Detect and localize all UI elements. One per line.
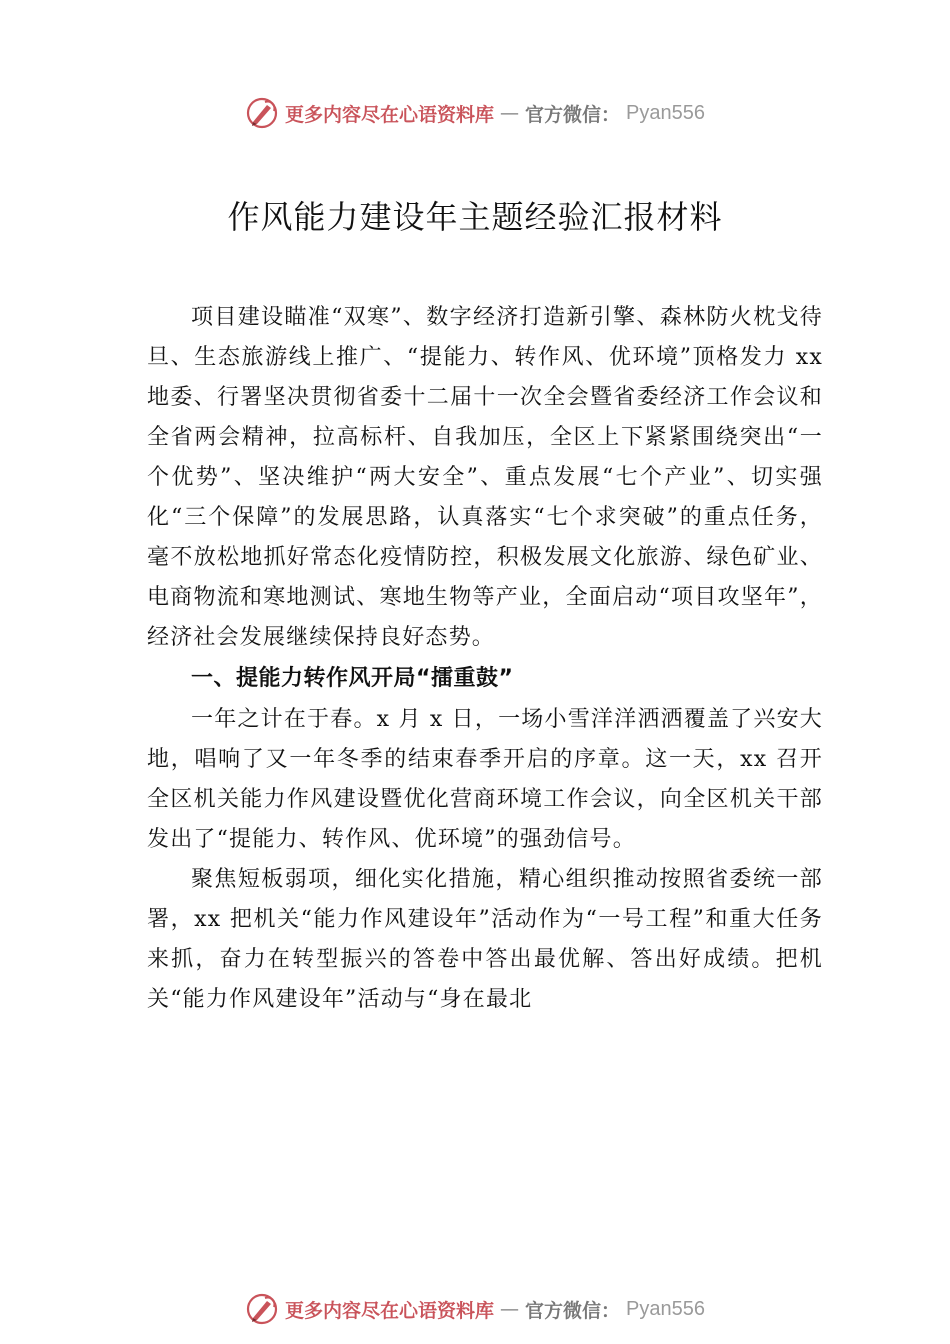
watermark-wechat-id: Pyan556 bbox=[626, 1297, 705, 1320]
watermark-dash: — bbox=[500, 102, 520, 124]
document-title: 作风能力建设年主题经验汇报材料 bbox=[227, 198, 723, 236]
watermark-dash: — bbox=[500, 1298, 520, 1320]
document-body bbox=[147, 298, 823, 1020]
section-paragraph: 聚焦短板弱项，细化实化措施，精心组织推动按照省委统一部署，xx 把机关“能力作风建设年”活动作为“一号工程”和重大任务来抓，奋力在转型振兴的答卷中答出最优解、答出好成绩。把机关“能力作风建设年”活动与“身在最北 bbox=[147, 867, 823, 1012]
header-watermark bbox=[0, 93, 950, 133]
section-paragraph: 一年之计在于春。x 月 x 日，一场小雪洋洋洒洒覆盖了兴安大地，唱响了又一年冬季的结束春季开启的序章。这一天，xx 召开全区机关能力作风建设暨优化营商环境工作会议，向全区机关干部发出了“提能力、转作风、优环境”的强劲信号。 bbox=[147, 707, 823, 852]
watermark-wechat-label: 官方微信： bbox=[525, 103, 621, 126]
section-heading: 一、提能力转作风开局“擂重鼓” bbox=[191, 666, 514, 691]
pen-circle-icon bbox=[245, 96, 279, 130]
footer-watermark bbox=[0, 1289, 950, 1329]
pen-circle-icon bbox=[245, 1292, 279, 1326]
intro-paragraph: 项目建设瞄准“双寒”、数字经济打造新引擎、森林防火枕戈待旦、生态旅游线上推广、“提能力、转作风、优环境”顶格发力 xx 地委、行署坚决贯彻省委十二届十一次全会暨省委经济工作会议和全省两会精神，拉高标杆、自我加压，全区上下紧紧围绕突出“一个优势”、坚决维护“两大安全”、重点发展“七个产业”、切实强化“三个保障”的发展思路，认真落实“七个求突破”的重点任务，毫不放松地抓好常态化疫情防控，积极发展文化旅游、绿色矿业、电商物流和寒地测试、寒地生物等产业，全面启动“项目攻坚年”，经济社会发展继续保持良好态势。 bbox=[147, 305, 823, 650]
watermark-wechat-label: 官方微信： bbox=[525, 1299, 621, 1322]
watermark-name: 更多内容尽在心语资料库 bbox=[285, 103, 495, 126]
watermark-wechat-id: Pyan556 bbox=[626, 101, 705, 124]
watermark-name: 更多内容尽在心语资料库 bbox=[285, 1299, 495, 1322]
